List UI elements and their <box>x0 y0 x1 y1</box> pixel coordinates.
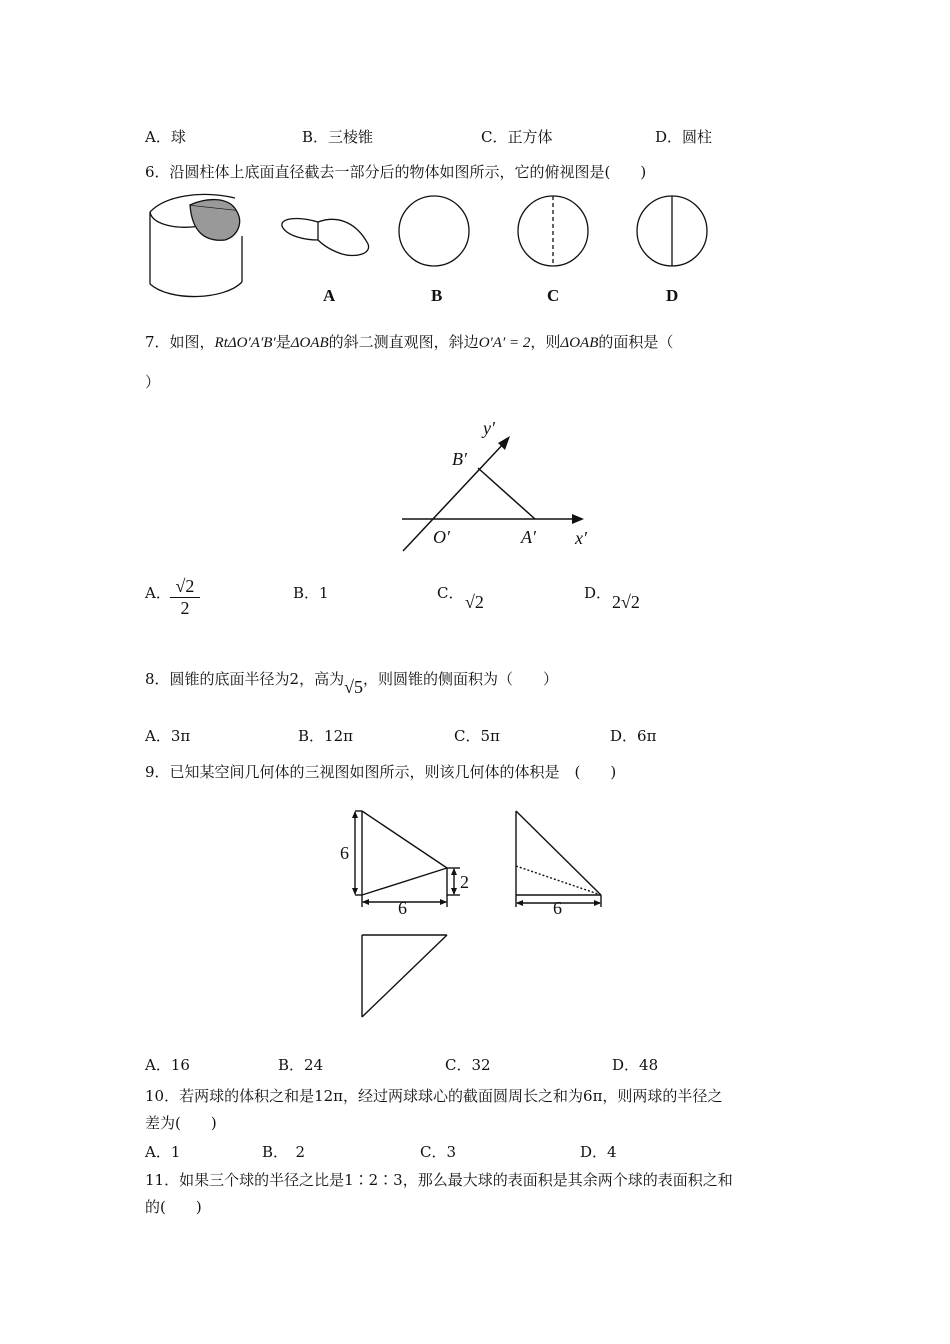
q7-option-c-value: √2 <box>465 592 484 612</box>
q5-option-a: A．球 <box>145 128 186 146</box>
q7-option-b: B．1 <box>293 584 329 602</box>
q8-option-b: B．12π <box>298 727 353 745</box>
q7-o-label: O′ <box>433 527 450 547</box>
q9-stem: 9．已知某空间几何体的三视图如图所示，则该几何体的体积是 ( ) <box>145 763 617 781</box>
q10-option-c: C．3 <box>420 1143 457 1161</box>
q9-option-d: D．48 <box>612 1056 659 1074</box>
q9-option-b: B．24 <box>278 1056 324 1074</box>
q11-stem-line2: 的( ) <box>145 1198 202 1216</box>
q9-front-width-dim: 6 <box>398 898 407 918</box>
side-view <box>516 811 601 907</box>
q6-label-a: A <box>323 286 336 305</box>
q7-x-label: x′ <box>575 528 587 548</box>
q7-stem-part1: 7．如图， <box>145 333 215 351</box>
q7-option-a-numerator: √2 <box>170 576 200 598</box>
q7-stem-part4: ，则 <box>530 333 561 351</box>
q7-a-label: A′ <box>521 527 536 547</box>
q10-stem-line1: 10．若两球的体积之和是12π，经过两球球心的截面圆周长之和为6π，则两球的半径之 <box>145 1087 723 1105</box>
q11-stem-line1: 11．如果三个球的半径之比是1∶2∶3，那么最大球的表面积是其余两个球的表面积之和 <box>145 1171 733 1189</box>
q7-y-label: y′ <box>483 418 495 438</box>
q9-front-small-dim: 2 <box>460 872 469 892</box>
q10-option-a: A．1 <box>145 1143 181 1161</box>
q9-front-height-dim: 6 <box>340 843 349 863</box>
q8-option-d: D．6π <box>610 727 657 745</box>
q7-stem-math4: ΔOAB <box>560 335 599 351</box>
q7-stem-part2: 是 <box>275 333 291 351</box>
q5-option-b: B．三棱锥 <box>302 128 374 146</box>
q7-option-a-denominator: 2 <box>180 598 190 618</box>
q9-option-a: A．16 <box>145 1056 190 1074</box>
q10-option-d: D．4 <box>580 1143 617 1161</box>
q8-stem-part1: 8．圆锥的底面半径为2，高为 <box>145 670 345 688</box>
q9-option-c: C．32 <box>445 1056 491 1074</box>
q8-stem-part2: ，则圆锥的侧面积为（ ） <box>362 670 558 688</box>
q7-stem-math2: ΔOAB <box>290 335 329 351</box>
q5-option-c: C．正方体 <box>481 128 553 146</box>
q7-option-d-prefix: D． <box>584 584 612 602</box>
q7-option-d-value: 2√2 <box>612 592 640 612</box>
q7-stem-part5: 的面积是（ <box>598 333 674 351</box>
q10-stem-line2: 差为( ) <box>145 1114 217 1132</box>
q6-label-c: C <box>547 286 560 305</box>
q8-stem-math: √5 <box>344 677 363 697</box>
q9-side-width-dim: 6 <box>553 898 562 918</box>
q7-stem-math1: RtΔO′A′B′ <box>214 335 276 351</box>
q6-label-d: D <box>666 286 679 305</box>
q8-option-c: C．5π <box>454 727 500 745</box>
q7-option-a-prefix: A． <box>145 584 171 602</box>
q5-option-d: D．圆柱 <box>655 128 713 146</box>
q7-b-label: B′ <box>452 449 467 469</box>
q6-label-b: B <box>431 286 443 305</box>
q7-stem-math3: O′A′ = 2 <box>478 335 531 351</box>
top-view <box>362 935 447 1017</box>
front-view <box>355 811 460 907</box>
q6-stem: 6．沿圆柱体上底面直径截去一部分后的物体如图所示，它的俯视图是( ) <box>145 163 647 181</box>
q8-option-a: A．3π <box>145 727 191 745</box>
q10-option-b: B． 2 <box>262 1143 306 1161</box>
q7-option-c-prefix: C． <box>437 584 464 602</box>
q7-stem-part3: 的斜二测直观图，斜边 <box>328 333 479 351</box>
q7-stem-line2: ） <box>145 373 161 391</box>
